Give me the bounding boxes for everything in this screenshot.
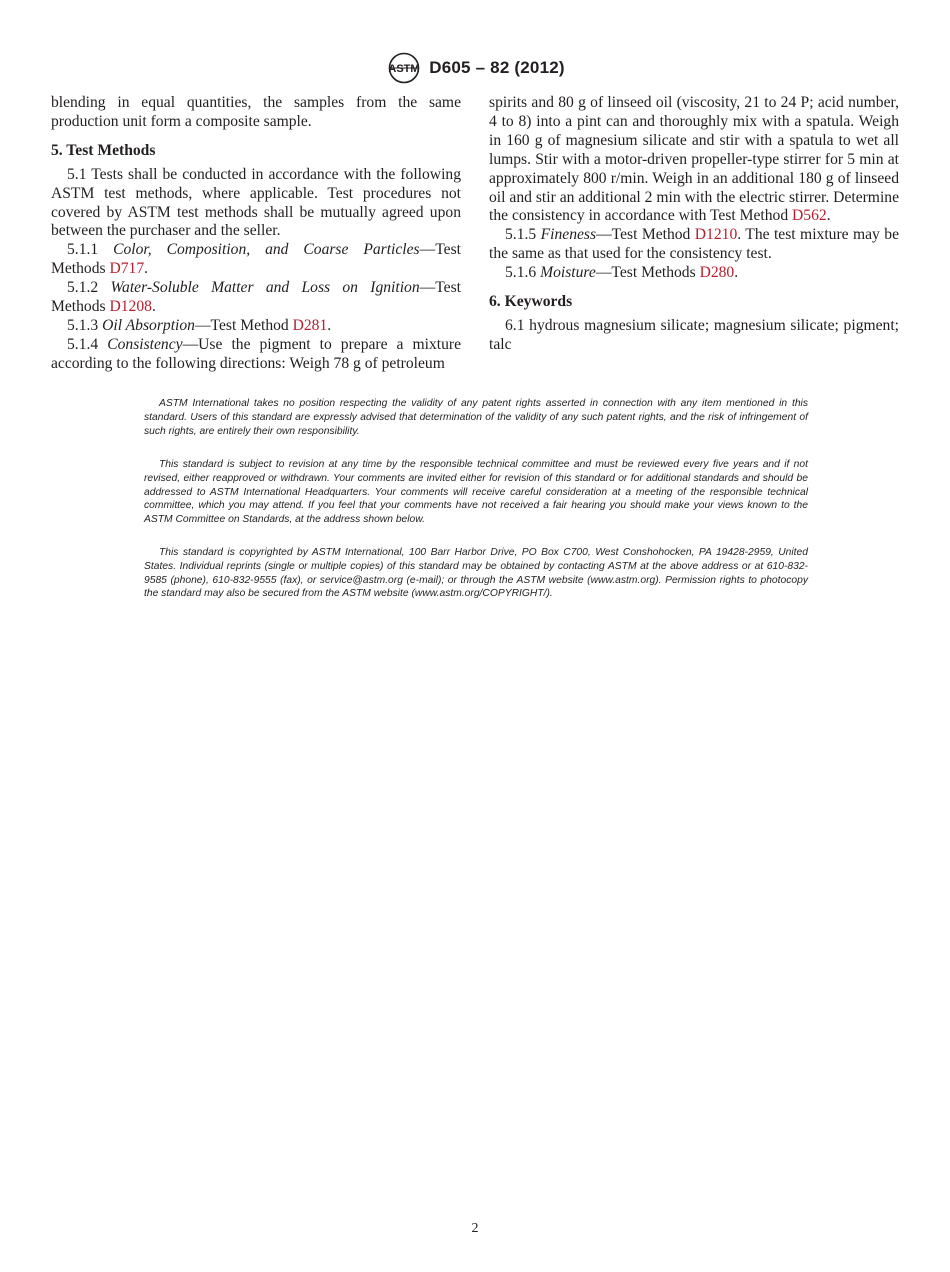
paragraph-5-1-2: 5.1.2 Water-Soluble Matter and Loss on Ignition—Test Methods D1208. bbox=[51, 279, 462, 316]
continuation-paragraph: blending in equal quantities, the samples from the same production unit form a composite sample. bbox=[51, 94, 461, 130]
ref-link-d1208[interactable]: D1208 bbox=[109, 298, 152, 316]
ref-link-d717[interactable]: D717 bbox=[109, 260, 145, 278]
subsection-title: Color, Composition, and Coarse Particles bbox=[113, 241, 420, 259]
ref-link-d562[interactable]: D562 bbox=[792, 207, 827, 225]
revision-notice bbox=[144, 458, 808, 527]
copyright-notice bbox=[144, 546, 808, 601]
astm-logo-text: ASTM bbox=[388, 63, 420, 75]
paragraph-6-1: 6.1 hydrous magnesium silicate; magnesium silicate; pigment; talc bbox=[489, 316, 899, 353]
page-number: 2 bbox=[471, 1221, 479, 1236]
ref-link-d281[interactable]: D281 bbox=[292, 316, 328, 334]
standard-designation: D605 – 82 (2012) bbox=[429, 58, 565, 77]
ref-link-d280[interactable]: D280 bbox=[699, 264, 735, 282]
paragraph-5-1: 5.1 Tests shall be conducted in accordance with the following ASTM test methods, where applicable. Test procedures not covered by ASTM test methods shall be mutually agreed upon between the purchaser and the seller. bbox=[51, 165, 461, 240]
revision-notice-text: This standard is subject to revision at any time by the responsible technical committee and must be reviewed every five years and if not revised, either reapproved or withdrawn. Your comments are invited either for revision of this standard or for additional standards and should be addressed to ASTM International Headquarters. Your comments will receive careful consideration at a meeting of the responsible technical committee, which you may attend. If you feel that your comments have not received a fair hearing you should make your views known to the ASTM Committee on Standards, at the address shown below. bbox=[144, 459, 808, 526]
patent-notice-text: ASTM International takes no position respecting the validity of any patent rights asserted in connection with any item mentioned in this standard. Users of this standard are expressly advised that determination of the validity of any such patent rights, and the risk of infringement of such rights, are entirely their own responsibility. bbox=[144, 398, 808, 437]
page-header bbox=[0, 52, 950, 84]
patent-notice bbox=[144, 397, 808, 438]
ref-link-d1210[interactable]: D1210 bbox=[694, 226, 738, 244]
astm-logo-icon bbox=[385, 52, 423, 84]
left-column bbox=[51, 94, 461, 374]
paragraph-5-1-6: 5.1.6 Moisture—Test Methods D280. bbox=[505, 264, 739, 282]
section-5-heading: 5. Test Methods bbox=[51, 141, 156, 159]
paragraph-5-1-4-continued: spirits and 80 g of linseed oil (viscosity, 21 to 24 P; acid number, 4 to 8) into a pint can and thoroughly mix with a spatula. Weigh in 160 g of magnesium silicate and stir with a spatula to wet all lumps. Stir with a motor-driven propeller-type stirrer for 5 min at approximately 800 r/min. Weigh in an additional 180 g of linseed oil and stir an additional 2 min with the electric stirrer. Determine the consistency in accordance with Test Method D562. bbox=[489, 94, 899, 225]
paragraph-5-1-5: 5.1.5 Fineness—Test Method D1210. The test mixture may be the same as that used for the consistency test. bbox=[489, 226, 899, 263]
copyright-notice-text: This standard is copyrighted by ASTM International, 100 Barr Harbor Drive, PO Box C700, West Conshohocken, PA 19428-2959, United States. Individual reprints (single or multiple copies) of this standard may be obtained by contacting ASTM at the above address or at 610-832-9585 (phone), 610-832-9555 (fax), or service@astm.org (e-mail); or through the ASTM website (www.astm.org). Permission rights to photocopy the standard may also be secured from the ASTM website (www.astm.org/COPYRIGHT/). bbox=[144, 547, 808, 600]
section-6-heading: 6. Keywords bbox=[489, 293, 573, 311]
right-column bbox=[489, 94, 899, 355]
paragraph-5-1-1: 5.1.1 Color, Composition, and Coarse Particles—Test Methods D717. bbox=[51, 241, 461, 278]
subsection-title: Water-Soluble Matter and Loss on Ignition bbox=[110, 279, 420, 297]
subsection-title: Oil Absorption bbox=[102, 316, 195, 334]
subsection-title: Fineness bbox=[540, 226, 597, 244]
paragraph-5-1-3: 5.1.3 Oil Absorption—Test Method D281. bbox=[67, 316, 332, 334]
paragraph-5-1-4: 5.1.4 Consistency—Use the pigment to prepare a mixture according to the following directions: Weigh 78 g of petroleum bbox=[51, 335, 461, 372]
subsection-title: Moisture bbox=[540, 264, 596, 282]
subsection-title: Consistency bbox=[107, 335, 183, 353]
